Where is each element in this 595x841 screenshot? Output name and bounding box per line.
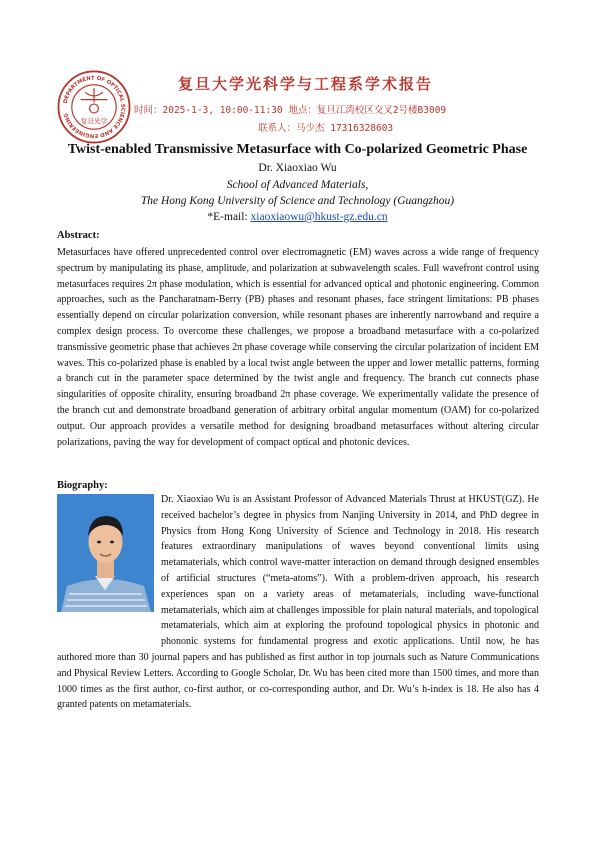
photo-spacer bbox=[57, 492, 161, 642]
abstract-heading: Abstract: bbox=[57, 230, 100, 241]
email-line bbox=[0, 211, 595, 223]
department-title: 复旦大学光科学与工程系学术报告 bbox=[178, 75, 434, 93]
contact-info: 联系人：马少杰 17316328603 bbox=[258, 123, 394, 134]
speaker-name: Dr. Xiaoxiao Wu bbox=[258, 162, 337, 174]
speaker-school: School of Advanced Materials, bbox=[226, 179, 369, 191]
speaker-university: The Hong Kong University of Science and Technology (Guangzhou) bbox=[140, 195, 455, 207]
talk-title: Twist-enabled Transmissive Metasurface with Co-polarized Geometric Phase bbox=[67, 142, 528, 157]
department-logo bbox=[57, 70, 131, 144]
time-location: 时间：2025-1-3, 10:00-11:30 地点：复旦江湾校区交叉2号楼B3009 bbox=[134, 105, 447, 116]
biography-heading: Biography: bbox=[57, 480, 108, 491]
svg-text:复旦光学: 复旦光学 bbox=[80, 117, 108, 126]
svg-text:DEPARTMENT OF OPTICAL SCIENCE: DEPARTMENT OF OPTICAL SCIENCE AND ENGINEERING bbox=[62, 75, 126, 139]
email-link[interactable]: xiaoxiaowu@hkust-gz.edu.cn bbox=[250, 211, 388, 223]
biography-text-block bbox=[57, 492, 539, 713]
biography-text: Dr. Xiaoxiao Wu is an Assistant Professor of Advanced Materials Thrust at HKUST(GZ). He received bachelor’s degree in physics from Nanjing University in 2014, and PhD degree in Physics from Hong Kong University of Science and Technology in 2018. His research features extraordinary manipulations of waves beyond conventional limits using metamaterials, which control wave-matter interaction on demand through designed ensembles of artificial structures (“meta-atoms”). With a problem-driven approach, his research experiences span on a variety areas of metamaterials, including wave-functional metamaterials, which aim at challenges impossible for plain natural materials, and topological metamaterials, which aim at exploring the profound topological physics in photonic and phononic systems for fundamental progress and exotic applications. Until now, he has authored more than 30 journal papers and has published as first author in top journals such as Nature Communications and Physical Review Letters. According to Google Scholar, Dr. Wu has been cited more than 1500 times, and more than 1000 times as the first author, co-first author, or co-corresponding author, and Dr. Wu’s h-index is 18. He also has 4 granted patents on metamaterials. bbox=[57, 494, 539, 711]
abstract-text: Metasurfaces have offered unprecedented control over electromagnetic (EM) waves across a wide range of frequency spectrum by manipulating its phase, amplitude, and polarization at subwavelength scales. Full wavefront control using metasurfaces requires 2π phase modulation, which is essential for advanced optical and photonic engineering. Common approaches, such as the Pancharatnam-Berry (PB) phases and resonant phases, face stringent limitations: PB phases essentially depend on circular polarization conversion, while resonant phases are inherently narrowband and require a complex design process. To overcome these challenges, we propose a broadband metasurface with a co-polarized transmissive geometric phase that achieves 2π phase coverage while conserving the circular polarization of incident EM waves. This co-polarized phase is enabled by a local twist angle between the upper and lower metallic patterns, forming a branch cut in the parameter space determined by the twist angle and frequency. The branch cut connects phase singularities of opposite chirality, ensuring broadband 2π phase coverage. We experimentally validate the presence of the branch cut and demonstrate broadband generation of arbitrary orbital angular momentum (OAM) for co-polarized output. Our approach provides a versatile method for designing broadband metasurfaces without altering circular polarizations, paving the way for development of compact optical and photonic devices. bbox=[57, 247, 539, 448]
email-label: *E-mail: bbox=[207, 211, 251, 223]
